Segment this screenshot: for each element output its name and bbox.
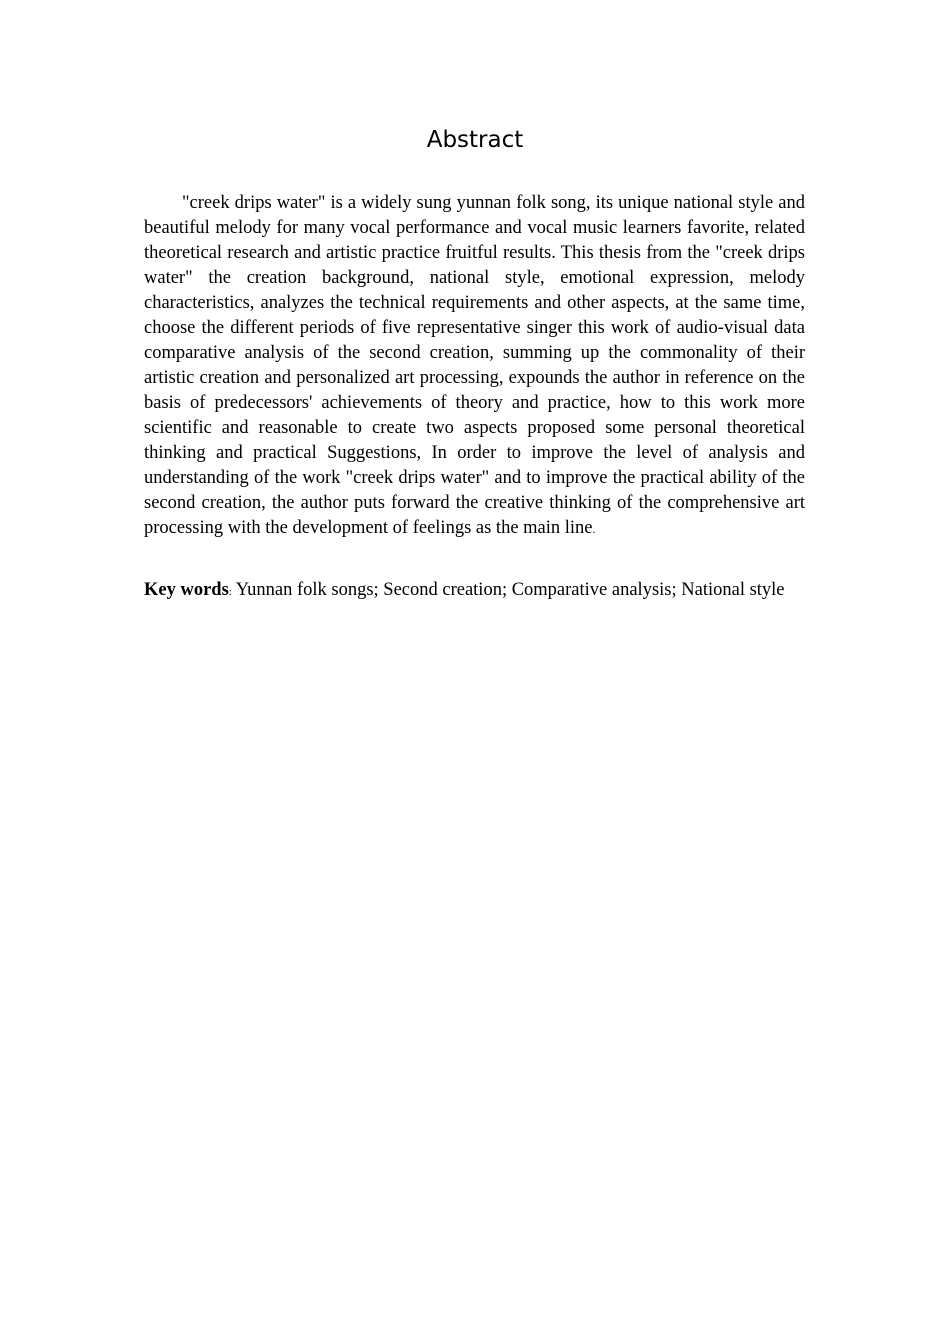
keywords-line [144,578,805,605]
abstract-end-punct: . [592,524,596,536]
keywords-text: Yunnan folk songs; Second creation; Comparative analysis; National style [231,580,785,600]
abstract-title: Abstract [426,127,524,153]
abstract-body: "creek drips water" is a widely sung yunnan folk song, its unique national style and beautiful melody for many vocal performance and vocal music learners favorite, related theoretical research and artistic practice fruitful results. This thesis from the "creek drips water" the creation background, national style, emotional expression, melody characteristics, analyzes the technical requirements and other aspects, at the same time, choose the different periods of five representative singer this work of audio-visual data comparative analysis of the second creation, summing up the commonality of their artistic creation and personalized art processing, expounds the author in reference on the basis of predecessors' achievements of theory and practice, how to this work more scientific and reasonable to create two aspects proposed some personal theoretical thinking and practical Suggestions, In order to improve the level of analysis and understanding of the work "creek drips water" and to improve the practical ability of the second creation, the author puts forward the creative thinking of the comprehensive art processing with the development of feelings as the main line [144,193,805,538]
keywords-colon: : [228,586,232,598]
abstract-paragraph [144,191,805,543]
keywords-label: Key words [144,580,229,600]
